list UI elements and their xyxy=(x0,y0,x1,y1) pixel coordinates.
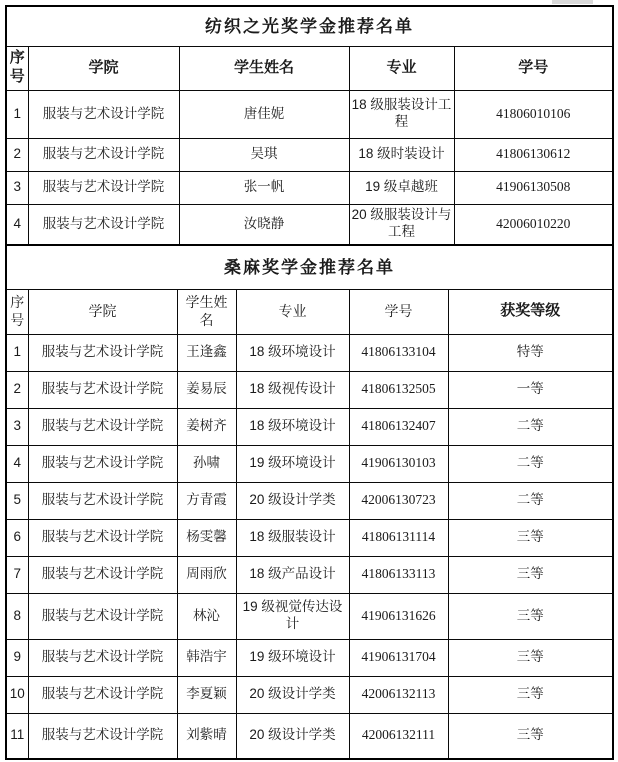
major-cell: 18 级服装设计 xyxy=(236,519,349,556)
table-row xyxy=(6,408,613,445)
table-row xyxy=(6,676,613,713)
table-row xyxy=(6,482,613,519)
student-id-cell: 42006132111 xyxy=(349,713,448,759)
major-cell: 20 级设计学类 xyxy=(236,482,349,519)
major-cell: 20 级设计学类 xyxy=(236,676,349,713)
table2-header-student-name: 学生姓名 xyxy=(177,289,236,334)
table-row xyxy=(6,334,613,371)
table-row xyxy=(6,138,613,171)
student-name-cell: 李夏颖 xyxy=(177,676,236,713)
award-grade-cell: 二等 xyxy=(448,445,613,482)
serial-cell: 6 xyxy=(6,519,28,556)
major-cell: 19 级环境设计 xyxy=(236,445,349,482)
table2-header-student-id: 学号 xyxy=(349,289,448,334)
serial-cell: 9 xyxy=(6,639,28,676)
student-name-cell: 周雨欣 xyxy=(177,556,236,593)
window-edge-artifact xyxy=(552,0,593,4)
student-id-cell: 42006130723 xyxy=(349,482,448,519)
table-row xyxy=(6,713,613,759)
table1-header-college: 学院 xyxy=(28,46,179,90)
student-name-cell: 唐佳妮 xyxy=(179,90,349,138)
major-cell: 18 级视传设计 xyxy=(236,371,349,408)
college-cell: 服装与艺术设计学院 xyxy=(28,639,177,676)
table-row xyxy=(6,556,613,593)
student-name-cell: 姜易辰 xyxy=(177,371,236,408)
award-grade-cell: 特等 xyxy=(448,334,613,371)
student-name-cell: 韩浩宇 xyxy=(177,639,236,676)
student-name-cell: 杨雯馨 xyxy=(177,519,236,556)
college-cell: 服装与艺术设计学院 xyxy=(28,138,179,171)
college-cell: 服装与艺术设计学院 xyxy=(28,445,177,482)
college-cell: 服装与艺术设计学院 xyxy=(28,676,177,713)
award-grade-cell: 三等 xyxy=(448,713,613,759)
college-cell: 服装与艺术设计学院 xyxy=(28,482,177,519)
serial-cell: 1 xyxy=(6,334,28,371)
table-row xyxy=(6,639,613,676)
table-row xyxy=(6,593,613,639)
table-row xyxy=(6,445,613,482)
table1-header-major: 专业 xyxy=(349,46,454,90)
award-grade-cell: 一等 xyxy=(448,371,613,408)
student-id-cell: 41806132505 xyxy=(349,371,448,408)
serial-cell: 8 xyxy=(6,593,28,639)
student-id-cell: 41806133104 xyxy=(349,334,448,371)
student-id-cell: 41806010106 xyxy=(454,90,613,138)
student-id-cell: 41806133113 xyxy=(349,556,448,593)
student-id-cell: 41906131704 xyxy=(349,639,448,676)
major-cell: 18 级时装设计 xyxy=(349,138,454,171)
college-cell: 服装与艺术设计学院 xyxy=(28,713,177,759)
serial-cell: 4 xyxy=(6,204,28,245)
college-cell: 服装与艺术设计学院 xyxy=(28,90,179,138)
serial-cell: 11 xyxy=(6,713,28,759)
major-cell: 19 级环境设计 xyxy=(236,639,349,676)
student-name-cell: 汝晓静 xyxy=(179,204,349,245)
major-cell: 18 级产品设计 xyxy=(236,556,349,593)
table2-header-award-grade: 获奖等级 xyxy=(448,289,613,334)
table-row xyxy=(6,90,613,138)
serial-cell: 3 xyxy=(6,171,28,204)
table2-header-college: 学院 xyxy=(28,289,177,334)
table1-header-student-name: 学生姓名 xyxy=(179,46,349,90)
student-name-cell: 孙啸 xyxy=(177,445,236,482)
student-name-cell: 姜树齐 xyxy=(177,408,236,445)
table-row xyxy=(6,171,613,204)
award-grade-cell: 三等 xyxy=(448,676,613,713)
student-name-cell: 林沁 xyxy=(177,593,236,639)
college-cell: 服装与艺术设计学院 xyxy=(28,204,179,245)
student-id-cell: 42006010220 xyxy=(454,204,613,245)
college-cell: 服装与艺术设计学院 xyxy=(28,408,177,445)
student-id-cell: 41906131626 xyxy=(349,593,448,639)
major-cell: 19 级视觉传达设计 xyxy=(236,593,349,639)
textile-light-scholarship-table xyxy=(5,5,614,246)
major-cell: 19 级卓越班 xyxy=(349,171,454,204)
student-id-cell: 41806130612 xyxy=(454,138,613,171)
table-row xyxy=(6,204,613,245)
award-grade-cell: 二等 xyxy=(448,482,613,519)
award-grade-cell: 三等 xyxy=(448,639,613,676)
major-cell: 20 级服装设计与工程 xyxy=(349,204,454,245)
major-cell: 18 级环境设计 xyxy=(236,408,349,445)
student-name-cell: 方青霞 xyxy=(177,482,236,519)
award-grade-cell: 三等 xyxy=(448,519,613,556)
table2-header-major: 专业 xyxy=(236,289,349,334)
award-grade-cell: 三等 xyxy=(448,556,613,593)
table2-header-serial-number: 序号 xyxy=(6,289,28,334)
award-grade-cell: 二等 xyxy=(448,408,613,445)
serial-cell: 2 xyxy=(6,138,28,171)
student-id-cell: 41806132407 xyxy=(349,408,448,445)
serial-cell: 5 xyxy=(6,482,28,519)
table1-header-serial-number: 序号 xyxy=(6,46,28,90)
serial-cell: 1 xyxy=(6,90,28,138)
college-cell: 服装与艺术设计学院 xyxy=(28,519,177,556)
serial-cell: 10 xyxy=(6,676,28,713)
table1-header-student-id: 学号 xyxy=(454,46,613,90)
college-cell: 服装与艺术设计学院 xyxy=(28,593,177,639)
serial-cell: 4 xyxy=(6,445,28,482)
table-row xyxy=(6,519,613,556)
serial-cell: 2 xyxy=(6,371,28,408)
major-cell: 18 级环境设计 xyxy=(236,334,349,371)
college-cell: 服装与艺术设计学院 xyxy=(28,556,177,593)
college-cell: 服装与艺术设计学院 xyxy=(28,171,179,204)
student-id-cell: 41806131114 xyxy=(349,519,448,556)
serial-cell: 7 xyxy=(6,556,28,593)
student-name-cell: 刘紫晴 xyxy=(177,713,236,759)
student-id-cell: 41906130508 xyxy=(454,171,613,204)
award-grade-cell: 三等 xyxy=(448,593,613,639)
sangma-scholarship-table xyxy=(5,244,614,760)
table-row xyxy=(6,371,613,408)
serial-cell: 3 xyxy=(6,408,28,445)
student-name-cell: 王逢鑫 xyxy=(177,334,236,371)
student-id-cell: 42006132113 xyxy=(349,676,448,713)
college-cell: 服装与艺术设计学院 xyxy=(28,334,177,371)
major-cell: 20 级设计学类 xyxy=(236,713,349,759)
major-cell: 18 级服装设计工程 xyxy=(349,90,454,138)
student-name-cell: 张一帆 xyxy=(179,171,349,204)
college-cell: 服装与艺术设计学院 xyxy=(28,371,177,408)
student-id-cell: 41906130103 xyxy=(349,445,448,482)
table1-title: 纺织之光奖学金推荐名单 xyxy=(6,6,613,46)
student-name-cell: 吴琪 xyxy=(179,138,349,171)
table2-title: 桑麻奖学金推荐名单 xyxy=(6,245,613,289)
